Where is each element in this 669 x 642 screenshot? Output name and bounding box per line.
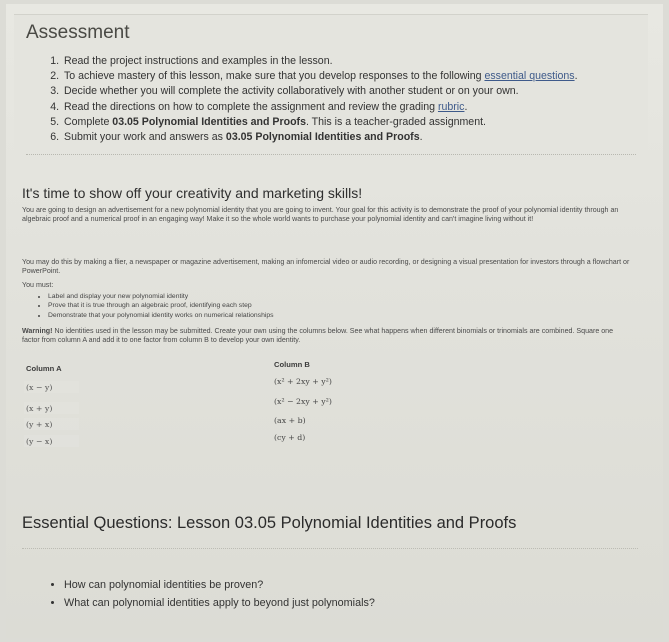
step-item [62, 115, 662, 130]
step-text: Complete [64, 115, 113, 128]
step-text: . [419, 131, 423, 144]
column-a-cell: (x + y) [26, 404, 53, 413]
must-list [38, 292, 274, 320]
assessment-steps [44, 54, 662, 145]
must-item: • Label and display your new polynomial identity [48, 292, 274, 301]
step-item [62, 130, 662, 145]
column-b-cell: (x² − 2xy + y²) [274, 397, 332, 406]
step-text: Read the project instructions and examples in the lesson. [64, 55, 333, 67]
section-divider [22, 548, 638, 549]
column-a-cell: (x − y) [26, 383, 53, 392]
step-text: . [574, 70, 578, 83]
column-b-cell: (cy + d) [274, 433, 306, 442]
step-text: Submit your work and answers as [64, 131, 226, 144]
essential-questions-link[interactable]: essential questions [484, 70, 575, 83]
essential-questions-list [50, 576, 375, 612]
activity-intro: You are going to design an advertisement for a new polynomial identity that you are going to invent. Your goal for this activity is to demonstrate the proof of your polynomial identity through an algebraic proof and a numerical proof in an engaging way! Make it so the whole world wants to purchase your polynomial identity and can't imagine living without it! [22, 206, 619, 224]
must-item: • Demonstrate that your polynomial identity works on numerical relationships [48, 311, 274, 320]
essential-question: • How can polynomial identities be proven? [64, 576, 375, 594]
column-a-label: Column A [26, 364, 62, 373]
column-a-cell: (y + x) [26, 420, 53, 429]
step-item [62, 54, 662, 69]
assignment-name: 03.05 Polynomial Identities and Proofs [112, 115, 306, 128]
assignment-name: 03.05 Polynomial Identities and Proofs [225, 131, 420, 144]
step-text: . This is a teacher-graded assignment. [305, 115, 486, 128]
section-divider [26, 154, 636, 155]
rubric-link[interactable]: rubric [437, 100, 465, 113]
essential-questions-heading: Essential Questions: Lesson 03.05 Polynomial Identities and Proofs [22, 514, 517, 532]
step-item [62, 100, 662, 115]
activity-heading: It's time to show off your creativity and marketing skills! [22, 185, 363, 201]
column-b-cell: (x² + 2xy + y²) [274, 377, 332, 386]
warning-label: Warning! [22, 327, 53, 335]
step-item [62, 69, 662, 84]
step-item [62, 84, 662, 99]
activity-options: You may do this by making a flier, a newspaper or magazine advertisement, making an infomercial video or audio recording, or designing a visual presentation for investors through a flowchart or PowerPoint. [22, 258, 630, 276]
column-a-cell: (y − x) [26, 437, 53, 446]
step-text: Decide whether you will complete the activity collaboratively with another student or on your own. [64, 85, 519, 98]
step-text: To achieve mastery of this lesson, make sure that you develop responses to the following [64, 70, 485, 83]
step-text: Read the directions on how to complete the assignment and review the grading [64, 100, 438, 113]
warning-text: No identities used in the lesson may be submitted. Create your own using the columns below. See what happens when different binomials or trinomials are combined. Square one factor from column A and add it to one factor from column B to develop your own identity. [22, 327, 614, 345]
assessment-title: Assessment [26, 22, 130, 43]
column-b-label: Column B [274, 360, 310, 369]
step-text: . [464, 100, 468, 113]
warning-paragraph [22, 327, 632, 345]
must-label: You must: [22, 281, 54, 289]
must-item: • Prove that it is true through an algebraic proof, identifying each step [48, 301, 274, 310]
column-b-cell: (ax + b) [274, 416, 306, 425]
essential-question: • What can polynomial identities apply to beyond just polynomials? [64, 594, 375, 612]
